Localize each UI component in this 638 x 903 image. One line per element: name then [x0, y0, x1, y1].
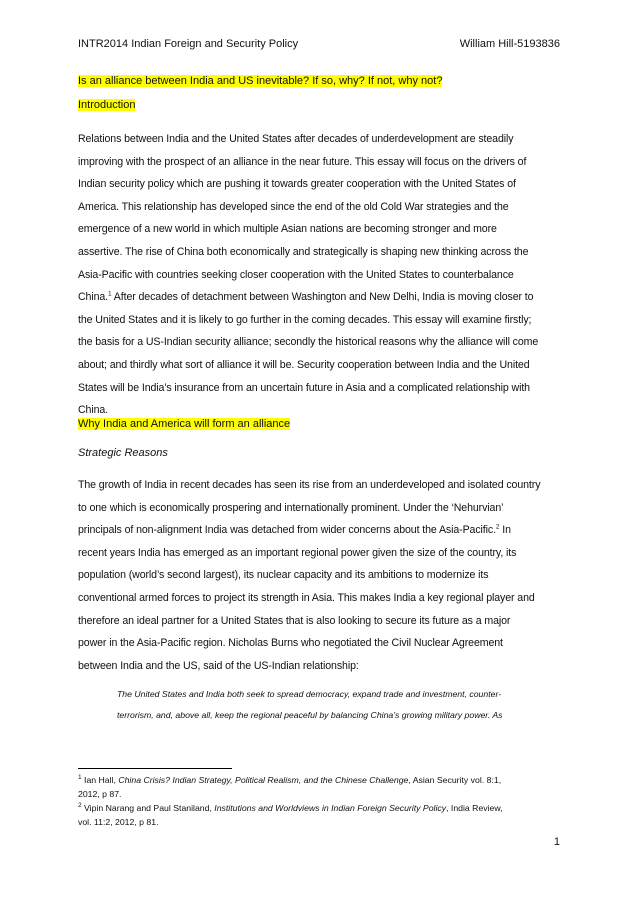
- paragraph-text: After decades of detachment between Washington and New Delhi, India is moving closer to: [111, 291, 534, 304]
- footnote-line: [78, 801, 558, 815]
- footnote-title: Institutions and Worldviews in Indian Foreign Security Policy: [214, 803, 447, 813]
- paragraph-line: between India and the US, said of the US-Indian relationship:: [78, 659, 359, 672]
- paragraph-line: [78, 286, 558, 309]
- header-author: William Hill-5193836: [459, 38, 560, 50]
- paragraph-text: In: [499, 524, 511, 537]
- footnote-line: vol. 11:2, 2012, p 81.: [78, 817, 159, 827]
- quote-line: The United States and India both seek to spread democracy, expand trade and investment, counter-: [117, 689, 502, 699]
- footnote-2: [78, 801, 558, 829]
- footnote-line: 2012, p 87.: [78, 789, 122, 799]
- footnote-line: [78, 773, 558, 787]
- essay-question-text: Is an alliance between India and US inevitable? If so, why? If not, why not?: [78, 75, 443, 87]
- paragraph-line: The growth of India in recent decades has seen its rise from an underdeveloped and isolated country: [78, 479, 541, 491]
- footnote-text: , India Review,: [446, 803, 503, 813]
- footnote-separator: [78, 768, 232, 769]
- paragraph-line: assertive. The rise of China both economically and strategically is shaping new thinking across the: [78, 245, 529, 258]
- introduction-heading-text: Introduction: [78, 99, 136, 111]
- paragraph-line: [78, 519, 558, 542]
- header-course-title: INTR2014 Indian Foreign and Security Policy: [78, 38, 299, 50]
- paragraph-line: about; and thirdly what sort of alliance it will be. Security cooperation between India and the United: [78, 358, 530, 371]
- paragraph-line: power in the Asia-Pacific region. Nicholas Burns who negotiated the Civil Nuclear Agreement: [78, 637, 503, 650]
- footnote-text: , Asian Security vol. 8:1,: [408, 775, 502, 785]
- paragraph-text: China.: [78, 291, 109, 304]
- paragraph-line: improving with the prospect of an alliance in the near future. This essay will focus on the drivers of: [78, 155, 527, 168]
- footnote-ref-1: 1: [108, 290, 112, 298]
- introduction-paragraph: [78, 128, 558, 422]
- paragraph-line: therefore an ideal partner for a United States that is also looking to secure its future as a major: [78, 614, 511, 627]
- footnote-text: Ian Hall,: [81, 775, 119, 785]
- paragraph-text: principals of non-alignment India was detached from wider concerns about the Asia-Pacific.: [78, 524, 496, 537]
- section-heading-text: Why India and America will form an alliance: [78, 418, 291, 430]
- introduction-heading: [78, 99, 135, 111]
- footnote-1: [78, 773, 558, 801]
- paragraph-line: Relations between India and the United States after decades of underdevelopment are steadily: [78, 133, 514, 145]
- footnote-number: 2: [78, 802, 82, 810]
- subheading: Strategic Reasons: [78, 447, 168, 459]
- block-quote: [117, 684, 557, 726]
- paragraph-line: China.: [78, 404, 109, 417]
- paragraph-line: to one which is economically prospering and internationally prominent. Under the ‘Nehurvian’: [78, 501, 504, 514]
- paragraph-line: America. This relationship has developed since the end of the old Cold War strategies and the: [78, 200, 509, 213]
- quote-line: terrorism, and, above all, keep the regional peaceful by balancing China’s growing military power. As: [117, 710, 503, 720]
- paragraph-line: emergence of a new world in which multiple Asian nations are becoming stronger and more: [78, 223, 497, 236]
- footnote-number: 1: [78, 774, 82, 782]
- paragraph-line: States will be India’s insurance from an uncertain future in Asia and a complicated relationship with: [78, 381, 530, 394]
- paragraph-line: Indian security policy which are pushing it towards greater cooperation with the United States of: [78, 178, 516, 191]
- paragraph-line: recent years India has emerged as an important regional power given the size of the country, its: [78, 546, 517, 559]
- paragraph-line: Asia-Pacific with countries seeking closer cooperation with the United States to counterbalance: [78, 268, 514, 281]
- footnote-title: China Crisis? Indian Strategy, Political Realism, and the Chinese Challenge: [118, 775, 409, 785]
- paragraph-line: population (world’s second largest), its nuclear capacity and its ambitions to modernize its: [78, 569, 489, 582]
- footnote-text: Vipin Narang and Paul Staniland,: [81, 803, 215, 813]
- strategic-reasons-paragraph: [78, 474, 558, 677]
- section-heading: [78, 418, 290, 430]
- footnote-ref-2: 2: [495, 523, 500, 531]
- paragraph-line: conventional armed forces to project its strength in Asia. This makes India a key regional player and: [78, 591, 535, 604]
- paragraph-line: the United States and it is likely to go further in the coming decades. This essay will examine firstly;: [78, 313, 532, 326]
- paragraph-line: the basis for a US-Indian security alliance; secondly the historical reasons why the alliance will come: [78, 336, 539, 349]
- essay-question: [78, 75, 442, 87]
- page-number: 1: [553, 836, 560, 848]
